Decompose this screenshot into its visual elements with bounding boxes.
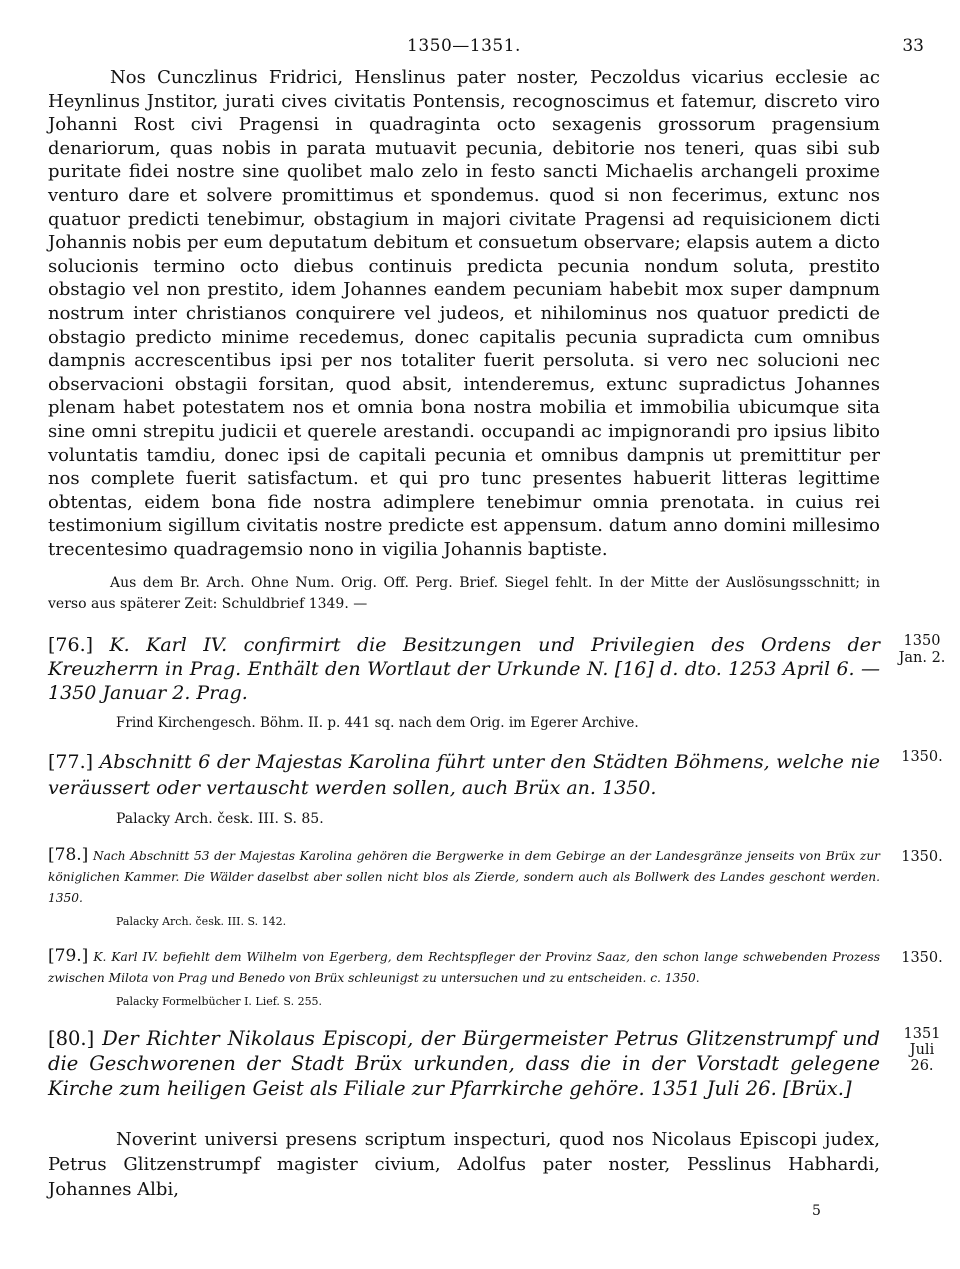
document-page (48, 30, 946, 1202)
regest-heading-77 (48, 749, 880, 801)
source-note-text: Aus dem Br. Arch. Ohne Num. Orig. Off. Perg. Brief. Siegel fehlt. In der Mitte der Auslösungsschnitt; in verso aus späterer Zeit: Schuldbrief 1349. — (48, 575, 880, 613)
entry-source: Palacky Formelbücher I. Lief. S. 255. (116, 995, 323, 1009)
closing-text-block (48, 1127, 880, 1202)
entry-summary: K. Karl IV. confirmirt die Besitzungen und Privilegien des Ordens der Kreuzherrn in Prag. Enthält den Wortlaut der Urkunde N. [16] d. dto. 1253 April 6. — 1350 Januar 2. Prag. (48, 634, 880, 705)
regest-heading-78 (48, 845, 880, 909)
margin-year: 1350. (901, 950, 943, 967)
regest-entry-76 (48, 633, 946, 732)
entry-number: [77.] (48, 751, 94, 774)
charter-source-note (48, 573, 880, 615)
margin-year: 1350 (903, 633, 941, 650)
entry-number: [78.] (48, 845, 89, 866)
margin-year: 1350. (901, 849, 943, 866)
entry-source: Frind Kirchengesch. Böhm. II. p. 441 sq. nach dem Orig. im Egerer Archive. (116, 715, 639, 732)
entry-number: [80.] (48, 1027, 95, 1051)
margin-date-77 (898, 749, 946, 765)
margin-day: Jan. 2. (898, 650, 946, 667)
margin-year: 1351 (903, 1026, 941, 1043)
margin-date-78 (898, 849, 946, 865)
printer-signature-mark: 5 (812, 1203, 821, 1219)
regest-entry-78 (48, 845, 943, 929)
closing-paragraph: Noverint universi presens scriptum inspecturi, quod nos Nicolaus Episcopi judex, Petrus Glitzenstrumpf magister civium, Adolfus pater noster, Pesslinus Habhardi, Johannes Albi, (48, 1129, 880, 1201)
regest-heading-79 (48, 946, 880, 989)
margin-date-79 (898, 950, 946, 966)
regest-heading-76 (48, 633, 880, 705)
regest-entry-77 (48, 749, 943, 828)
regest-heading-80 (48, 1026, 880, 1101)
margin-date-80 (898, 1026, 946, 1074)
entry-number: [76.] (48, 634, 94, 657)
entry-summary: Nach Abschnitt 53 der Majestas Karolina gehören die Bergwerke in dem Gebirge an der Landesgränze jenseits von Brüx zur königlichen Kammer. Die Wälder daselbst aber sollen nicht blos als Zierde, sondern auch als Bollwerk des Landes geschont werden. 1350. (48, 849, 880, 906)
page-number: 33 (902, 36, 924, 56)
entry-source: Palacky Arch. česk. III. S. 85. (116, 811, 324, 828)
entry-summary: K. Karl IV. befiehlt dem Wilhelm von Egerberg, dem Rechtspfleger der Provinz Saaz, den schon lange schwebenden Prozess zwischen Milota von Prag und Benedo von Brüx schleunigst zu untersuchen und zu entscheiden. c. 1350. (48, 950, 880, 986)
year-range-heading: 1350—1351. (407, 36, 521, 56)
margin-date-76 (898, 633, 946, 667)
entry-summary: Abschnitt 6 der Majestas Karolina führt unter den Städten Böhmens, welche nie veräussert oder vertauscht werden sollen, auch Brüx an. 1350. (48, 751, 880, 800)
regest-entry-79 (48, 946, 943, 1009)
entry-summary: Der Richter Nikolaus Episcopi, der Bürgermeister Petrus Glitzenstrumpf und die Geschworenen der Stadt Brüx urkunden, dass die in der Vorstadt gelegene Kirche zum heiligen Geist als Filiale zur Pfarrkirche gehöre. 1351 Juli 26. [Brüx.] (48, 1027, 881, 1101)
margin-day: Juli 26. (909, 1042, 935, 1075)
charter-text (48, 66, 880, 561)
entry-source: Palacky Arch. česk. III. S. 142. (116, 915, 287, 929)
page-header (48, 30, 924, 56)
entry-number: [79.] (48, 946, 89, 967)
margin-year: 1350. (901, 749, 943, 766)
charter-paragraph: Nos Cunczlinus Fridrici, Henslinus pater noster, Peczoldus vicarius ecclesie ac Heynlinus Jnstitor, jurati cives civitatis Pontensis, recognoscimus et fatemur, discreto viro Johanni Rost civi Pragensi in quadraginta octo sexagenis grossorum pragensium denariorum, quas nobis in parata mutuavit pecunia, debitorie nos teneri, quas sibi sub puritate fidei nostre sine quolibet malo zelo in festo sancti Michaelis archangeli proxime venturo dare et solvere promittimus et spondemus. quod si non fecerimus, extunc nos quatuor predicti tenebimur, obstagium in majori civitate Pragensi ad requisicionem dicti Johannis nobis per eum deputatum debitum et consuetum observare; elapsis autem a dicto solucionis termino octo diebus continuis predicta pecunia nondum soluta, prestito obstagio vel non prestito, idem Johannes eandem pecuniam habebit mox super dampnum nostrum inter christianos conquirere vel judeos, et nihilominus nos quatuor predicti de obstagio predicto minime recedemus, donec capitalis pecunia supradicta cum omnibus dampnis accrescentibus ipsi per nos totaliter fuerit persoluta. si vero nec solucioni nec observacioni obstagii forsitan, quod absit, intenderemus, extunc supradictus Johannes plenam habet potestatem nos et omnia bona nostra mobilia et immobilia ubicumque sita sine omni strepitu judicii et querele arestandi. occupandi ac impignorandi pro ipsius libito voluntatis tamdiu, donec ipsi de capitali pecunia et omnibus dampnis ut premittitur per nos complete fuerit satisfactum. et qui pro tunc presentes habuerit litteras legittime obtentas, eidem bona fide nostra adimplere tenebimur omnia prenotata. in cuius rei testimonium sigillum civitatis nostre predicte est appensum. datum anno domini millesimo trecentesimo quadragemsio nono in vigilia Johannis baptiste. (48, 67, 880, 560)
regest-entry-80 (48, 1026, 941, 1101)
